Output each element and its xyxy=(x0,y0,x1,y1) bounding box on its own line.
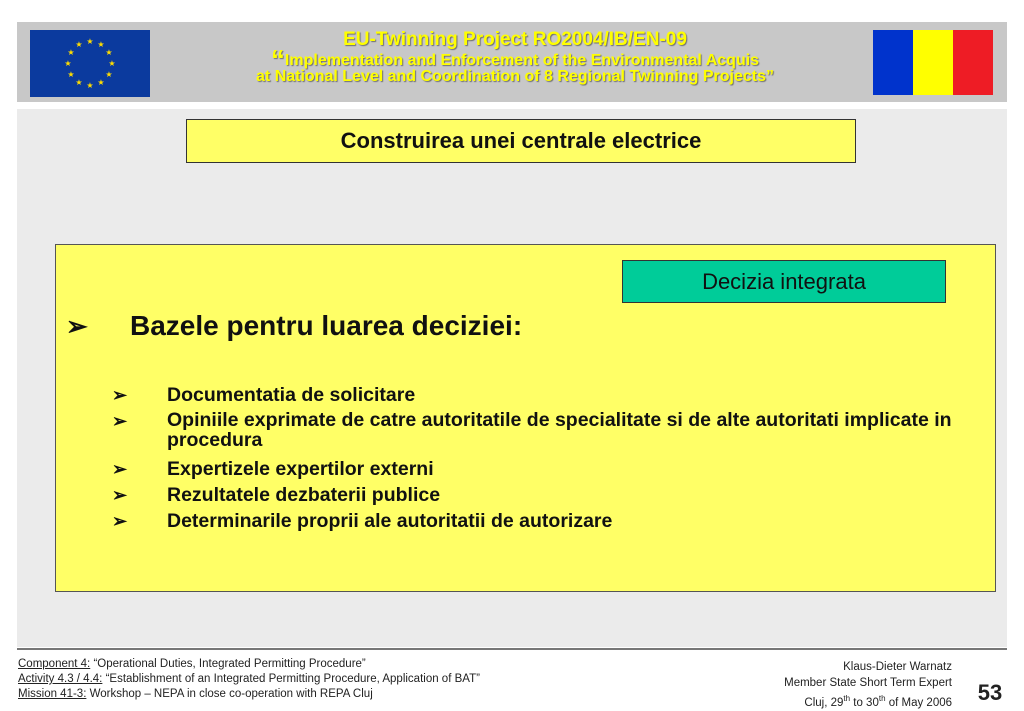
project-subtitle-2: at National Level and Coordination of 8 Regional Twinning Projects” xyxy=(256,68,774,85)
svg-text:★: ★ xyxy=(86,37,94,46)
footer-info xyxy=(18,657,658,702)
mission-label: Mission 41-3: xyxy=(18,688,87,700)
svg-text:★: ★ xyxy=(67,70,75,79)
arrow-bullet-icon: ➢ xyxy=(66,310,88,341)
ro-flag-red xyxy=(953,30,993,95)
list-item-text: Determinarile proprii ale autoritatii de autorizare xyxy=(167,510,613,532)
footer-component xyxy=(18,657,658,672)
eu-stars xyxy=(30,30,150,97)
page-number: 53 xyxy=(977,680,1003,705)
activity-text: “Establishment of an Integrated Permitting Procedure, Application of BAT” xyxy=(102,673,480,685)
author-role: Member State Short Term Expert xyxy=(784,677,952,689)
arrow-bullet-icon: ➢ xyxy=(112,459,128,479)
main-bullet-text: Bazele pentru luarea deciziei: xyxy=(130,310,523,341)
arrow-bullet-icon: ➢ xyxy=(112,411,128,431)
list-item-text: Opiniile exprimate de catre autoritatile de specialitate si de alte autoritati implicate in procedura xyxy=(167,409,952,451)
list-item xyxy=(112,458,992,481)
decision-badge: Decizia integrata xyxy=(622,260,946,303)
bullet-list xyxy=(112,384,992,536)
svg-text:★: ★ xyxy=(75,40,83,49)
ro-flag-blue xyxy=(873,30,913,95)
svg-text:★: ★ xyxy=(108,59,116,68)
slide-title: Construirea unei centrale electrice xyxy=(186,119,856,163)
svg-text:★: ★ xyxy=(97,40,105,49)
list-item xyxy=(112,410,992,450)
date-sup-1: th xyxy=(843,694,851,703)
arrow-bullet-icon: ➢ xyxy=(112,485,128,505)
footer-mission xyxy=(18,687,658,702)
svg-text:★: ★ xyxy=(97,78,105,87)
component-label: Component 4: xyxy=(18,658,91,670)
list-item-text: Expertizele expertilor externi xyxy=(167,458,434,480)
activity-label: Activity 4.3 / 4.4: xyxy=(18,673,103,685)
project-title: EU-Twinning Project RO2004/IB/EN-09 xyxy=(343,29,687,50)
list-item-text: Documentatia de solicitare xyxy=(167,384,416,406)
svg-text:★: ★ xyxy=(67,48,75,57)
eu-flag-icon xyxy=(30,30,150,97)
ro-flag-yellow xyxy=(913,30,953,95)
footer-divider xyxy=(17,648,1007,650)
mission-text: Workshop – NEPA in close co-operation with REPA Cluj xyxy=(86,688,373,700)
list-item xyxy=(112,510,992,533)
subtitle-line1: Implementation and Enforcement of the Environmental Acquis xyxy=(284,52,760,69)
arrow-bullet-icon: ➢ xyxy=(112,385,128,405)
list-item xyxy=(112,384,992,407)
romania-flag-icon xyxy=(873,30,993,95)
date-prefix: Cluj, 29 xyxy=(804,696,844,709)
component-text: “Operational Duties, Integrated Permitting Procedure” xyxy=(90,658,366,670)
project-subtitle-1 xyxy=(170,44,860,75)
date-suffix: of May 2006 xyxy=(885,696,952,709)
footer-activity xyxy=(18,672,658,687)
list-item-text: Rezultatele dezbaterii publice xyxy=(167,484,441,506)
date-sup-2: th xyxy=(878,694,886,703)
main-bullet xyxy=(66,306,666,346)
header-text xyxy=(170,28,860,85)
svg-text:★: ★ xyxy=(75,78,83,87)
event-date xyxy=(700,691,952,711)
quote-mark: “ xyxy=(270,44,285,75)
svg-text:★: ★ xyxy=(105,70,113,79)
svg-text:★: ★ xyxy=(86,81,94,90)
arrow-bullet-icon: ➢ xyxy=(112,511,128,531)
date-mid: to 30 xyxy=(850,696,879,709)
author-name: Klaus-Dieter Warnatz xyxy=(843,661,952,673)
list-item xyxy=(112,484,992,507)
svg-text:★: ★ xyxy=(64,59,72,68)
svg-text:★: ★ xyxy=(105,48,113,57)
footer-author xyxy=(700,659,952,711)
